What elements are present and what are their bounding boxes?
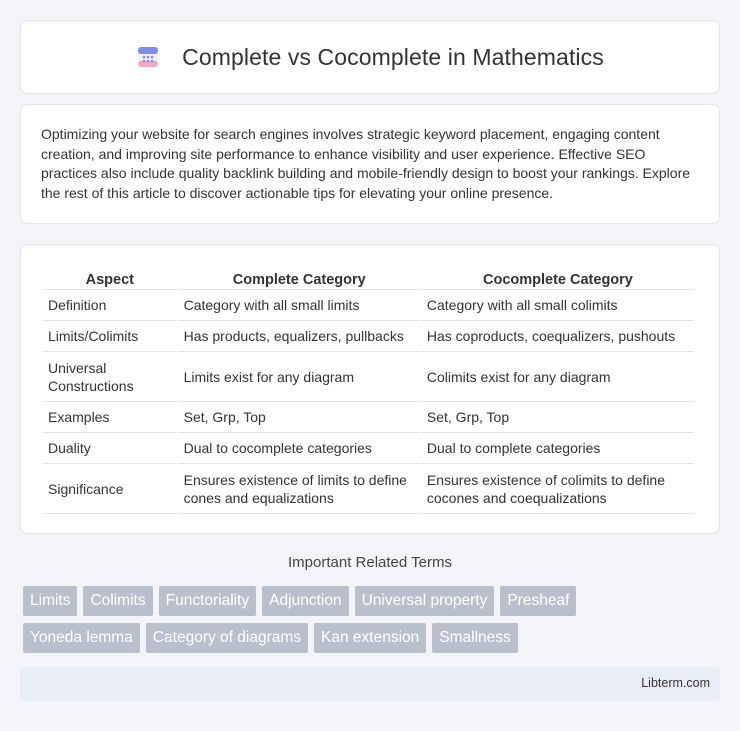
related-terms-title: Important Related Terms — [288, 554, 452, 571]
tag-functoriality[interactable]: Functoriality — [159, 586, 257, 616]
tag-category-of-diagrams[interactable]: Category of diagrams — [146, 623, 308, 653]
tag-universal-property[interactable]: Universal property — [355, 586, 495, 616]
table-cell: Set, Grp, Top — [422, 402, 694, 433]
calendar-grid-icon — [136, 45, 160, 69]
tag-presheaf[interactable]: Presheaf — [500, 586, 576, 616]
tag-row — [23, 586, 723, 616]
table-cell: Definition — [43, 290, 177, 321]
table-cell: Has products, equalizers, pullbacks — [179, 321, 420, 352]
table-cell: Limits/Colimits — [43, 321, 177, 352]
table-row — [43, 290, 694, 321]
table-row — [43, 464, 694, 514]
table-cell: Significance — [43, 464, 177, 514]
tag-row — [23, 623, 723, 653]
header — [136, 44, 604, 71]
related-terms-tags — [23, 586, 723, 660]
table-cell: Examples — [43, 402, 177, 433]
table-cell: Has coproducts, coequalizers, pushouts — [422, 321, 694, 352]
table-cell: Colimits exist for any diagram — [422, 352, 694, 402]
footer — [20, 667, 720, 701]
intro-card — [20, 104, 720, 224]
table-row — [43, 433, 694, 464]
table-cell: Duality — [43, 433, 177, 464]
table-cell: Set, Grp, Top — [179, 402, 420, 433]
tag-colimits[interactable]: Colimits — [83, 586, 152, 616]
comparison-table — [41, 267, 696, 514]
comparison-table-card — [20, 244, 720, 534]
table-row — [43, 352, 694, 402]
page-title: Complete vs Cocomplete in Mathematics — [182, 43, 604, 70]
table-cell: Ensures existence of colimits to define cocones and coequalizations — [422, 464, 694, 514]
table-row — [43, 402, 694, 433]
header-card — [20, 20, 720, 94]
table-cell: Limits exist for any diagram — [179, 352, 420, 402]
tag-yoneda-lemma[interactable]: Yoneda lemma — [23, 623, 140, 653]
footer-site-link[interactable]: Libterm.com — [641, 676, 710, 690]
column-header-aspect: Aspect — [43, 267, 177, 290]
column-header-complete: Complete Category — [179, 267, 420, 290]
tag-adjunction[interactable]: Adjunction — [262, 586, 348, 616]
tag-kan-extension[interactable]: Kan extension — [314, 623, 426, 653]
tag-smallness[interactable]: Smallness — [432, 623, 518, 653]
table-cell: Ensures existence of limits to define cones and equalizations — [179, 464, 420, 514]
intro-text: Optimizing your website for search engines involves strategic keyword placement, engaging content creation, and improving site performance to enhance visibility and user experience. Effective SEO practices also include quality backlink building and mobile-friendly design to boost your rankings. Explore the rest of this article to discover actionable tips for elevating your online presence. — [41, 126, 691, 201]
table-header-row — [43, 267, 694, 290]
table-cell: Dual to complete categories — [422, 433, 694, 464]
table-cell: Category with all small limits — [179, 290, 420, 321]
table-cell: Dual to cocomplete categories — [179, 433, 420, 464]
table-row — [43, 321, 694, 352]
column-header-cocomplete: Cocomplete Category — [422, 267, 694, 290]
table-cell: Category with all small colimits — [422, 290, 694, 321]
tag-limits[interactable]: Limits — [23, 586, 77, 616]
table-cell: Universal Constructions — [43, 352, 177, 402]
